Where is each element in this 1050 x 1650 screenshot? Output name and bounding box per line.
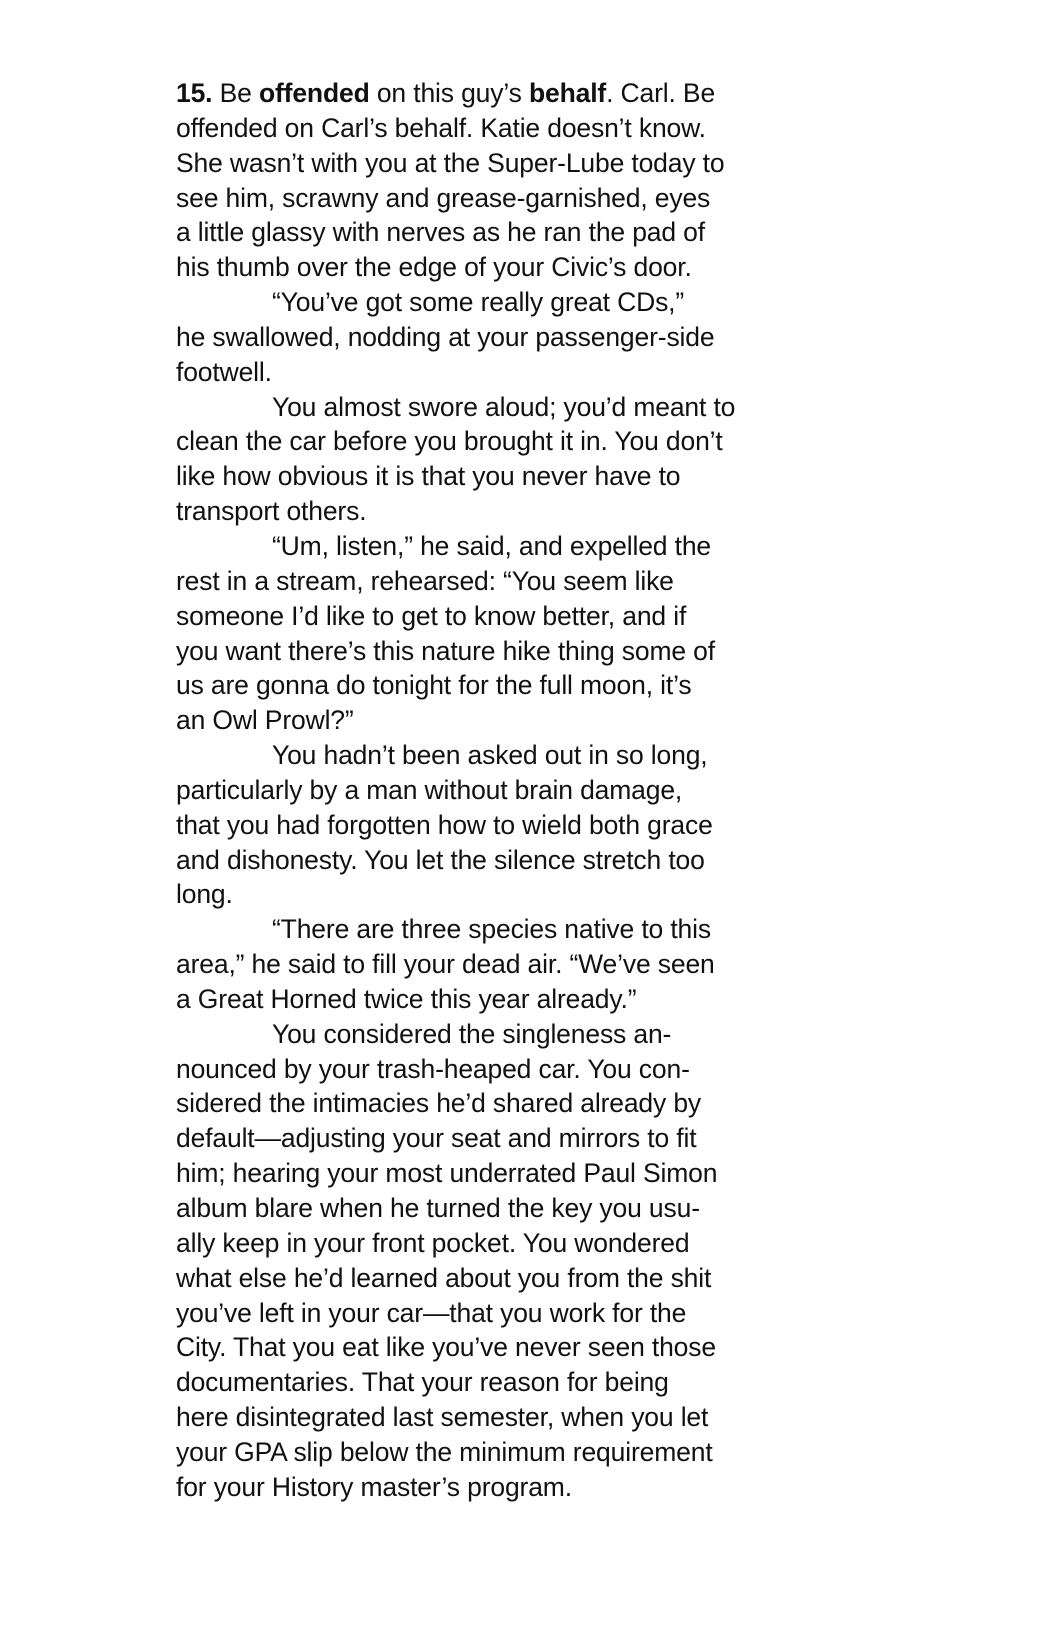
- section-number: 15.: [176, 78, 213, 108]
- text-line: offended on Carl’s behalf. Katie doesn’t know.: [176, 112, 706, 143]
- opening-text-3: . Carl. Be: [606, 78, 716, 108]
- body-text: [176, 111, 816, 1505]
- text-line: you want there’s this nature hike thing some of: [176, 635, 715, 666]
- text-line: your GPA slip below the minimum requirement: [176, 1436, 713, 1467]
- text-line: what else he’d learned about you from the shit: [176, 1262, 712, 1293]
- text-line: City. That you eat like you’ve never seen those: [176, 1332, 716, 1363]
- text-line: sidered the intimacies he’d shared already by: [176, 1088, 702, 1119]
- opening-text-2: on this guy’s: [369, 78, 529, 108]
- text-line: for your History master’s program.: [176, 1471, 572, 1502]
- text-line: like how obvious it is that you never have to: [176, 461, 681, 492]
- text-line: long.: [176, 879, 233, 910]
- text-line: that you had forgotten how to wield both grace: [176, 809, 713, 840]
- text-line: default—adjusting your seat and mirrors to fit: [176, 1123, 697, 1154]
- text-line: someone I’d like to get to know better, and if: [176, 600, 687, 631]
- text-line: a Great Horned twice this year already.”: [176, 983, 637, 1014]
- text-line: She wasn’t with you at the Super-Lube today to: [176, 147, 725, 178]
- text-line: You almost swore aloud; you’d meant to: [272, 391, 736, 422]
- text-line: an Owl Prowl?”: [176, 705, 354, 736]
- text-line: area,” he said to fill your dead air. “We’ve seen: [176, 949, 715, 980]
- text-line: he swallowed, nodding at your passenger-side: [176, 321, 715, 352]
- text-line: footwell.: [176, 356, 272, 387]
- text-line: him; hearing your most underrated Paul Simon: [176, 1158, 718, 1189]
- text-line: “You’ve got some really great CDs,”: [272, 287, 685, 318]
- text-line: you’ve left in your car—that you work for the: [176, 1297, 687, 1328]
- text-line: us are gonna do tonight for the full moon, it’s: [176, 670, 692, 701]
- text-line: “Um, listen,” he said, and expelled the: [272, 530, 711, 561]
- opening-text-bold-behalf: behalf: [528, 78, 607, 108]
- text-line: “There are three species native to this: [272, 914, 711, 945]
- text-line: a little glassy with nerves as he ran the pad of: [176, 217, 705, 248]
- text-line: and dishonesty. You let the silence stretch too: [176, 844, 705, 875]
- text-line: ally keep in your front pocket. You wondered: [176, 1227, 690, 1258]
- text-line: transport others.: [176, 496, 367, 527]
- section-opening-line: [176, 76, 816, 111]
- text-line: particularly by a man without brain damage,: [176, 774, 683, 805]
- text-line: You considered the singleness an-: [272, 1018, 672, 1049]
- text-line: nounced by your trash-heaped car. You con-: [176, 1053, 690, 1084]
- text-line: album blare when he turned the key you usu-: [176, 1193, 700, 1223]
- text-line: his thumb over the edge of your Civic’s door.: [176, 252, 692, 283]
- text-line: rest in a stream, rehearsed: “You seem like: [176, 565, 674, 596]
- opening-text-1: Be: [212, 78, 259, 108]
- text-line: You hadn’t been asked out in so long,: [272, 740, 708, 771]
- text-line: see him, scrawny and grease-garnished, eyes: [176, 182, 711, 213]
- text-line: here disintegrated last semester, when you let: [176, 1402, 709, 1433]
- text-line: documentaries. That your reason for being: [176, 1367, 669, 1398]
- text-line: clean the car before you brought it in. You don’t: [176, 426, 723, 457]
- document-page: [176, 76, 816, 1505]
- opening-text-bold-offended: offended: [258, 78, 370, 108]
